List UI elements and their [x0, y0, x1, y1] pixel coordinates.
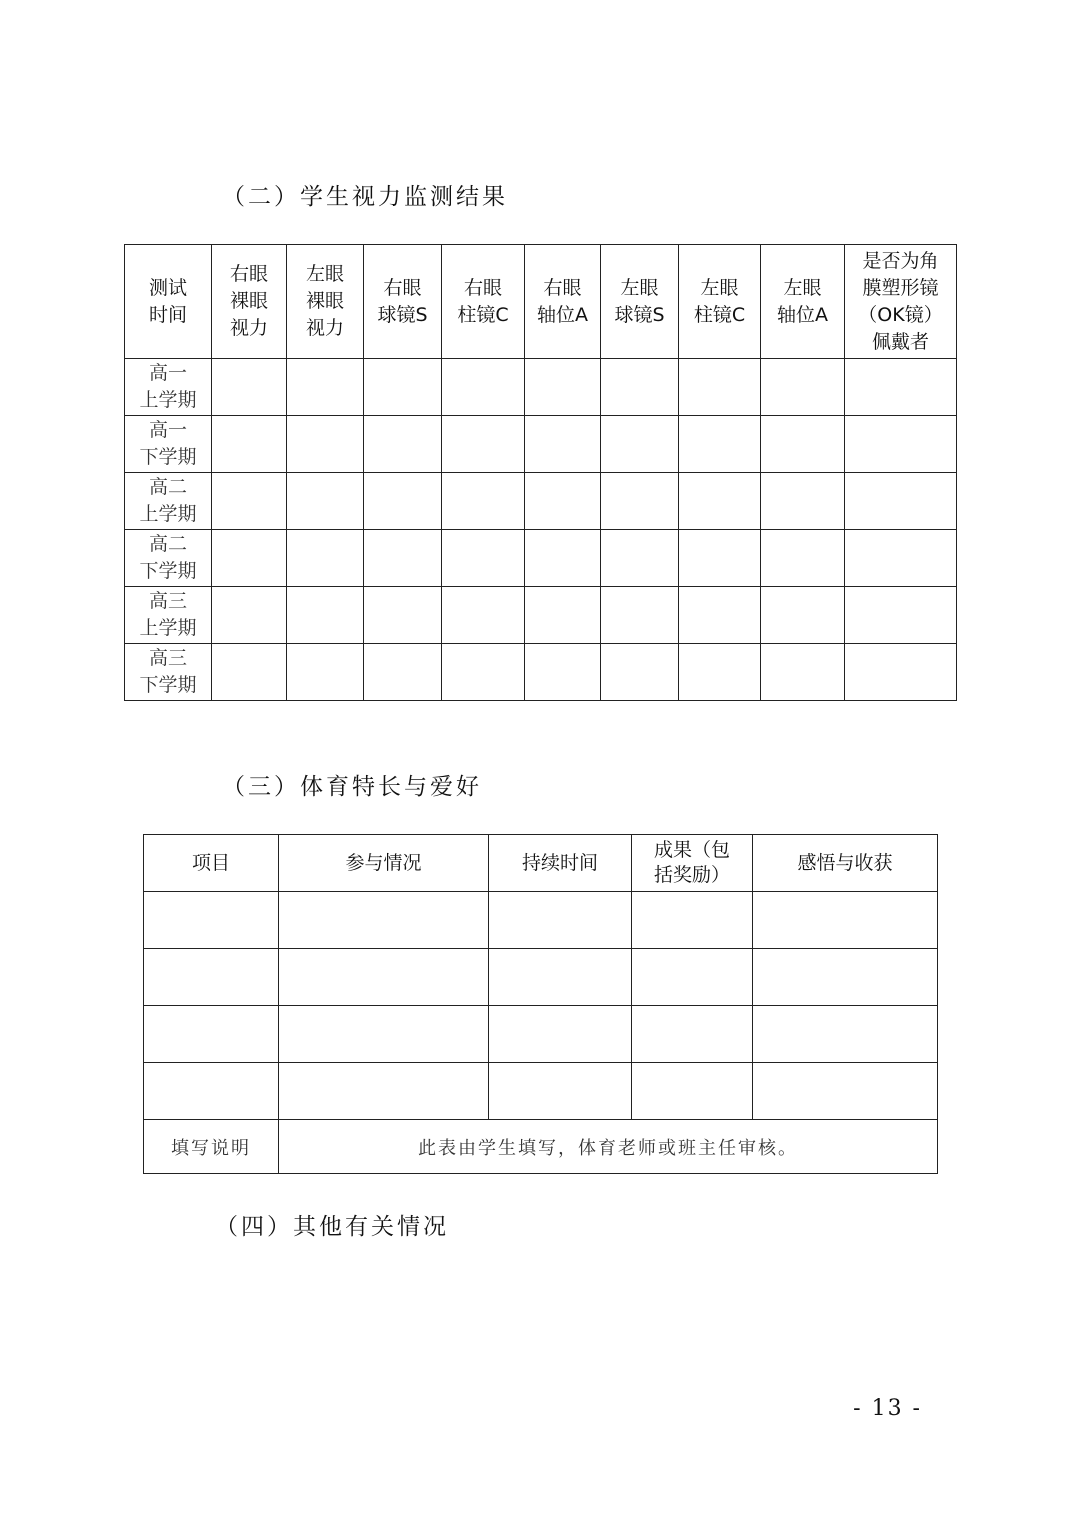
sports-specialty-table [143, 834, 938, 1174]
note-row [144, 1120, 938, 1174]
input-cell[interactable] [845, 644, 957, 701]
input-cell[interactable] [442, 587, 525, 644]
input-cell[interactable] [679, 473, 761, 530]
input-cell[interactable] [753, 1006, 938, 1063]
input-cell[interactable] [601, 530, 679, 587]
input-cell[interactable] [753, 892, 938, 949]
table-row [144, 1063, 938, 1120]
header-achievements: 成果（包 括奖励） [632, 835, 753, 892]
input-cell[interactable] [287, 416, 364, 473]
header-right-axis: 右眼 轴位A [525, 245, 601, 359]
header-left-cylinder: 左眼 柱镜C [679, 245, 761, 359]
input-cell[interactable] [489, 892, 632, 949]
input-cell[interactable] [212, 644, 287, 701]
input-cell[interactable] [632, 1063, 753, 1120]
input-cell[interactable] [761, 416, 845, 473]
input-cell[interactable] [601, 473, 679, 530]
input-cell[interactable] [845, 473, 957, 530]
input-cell[interactable] [364, 530, 442, 587]
note-label: 填写说明 [144, 1120, 279, 1174]
input-cell[interactable] [287, 473, 364, 530]
table-row [125, 416, 957, 473]
note-text: 此表由学生填写，体育老师或班主任审核。 [279, 1120, 938, 1174]
input-cell[interactable] [364, 416, 442, 473]
input-cell[interactable] [442, 530, 525, 587]
input-cell[interactable] [279, 949, 489, 1006]
input-cell[interactable] [525, 530, 601, 587]
input-cell[interactable] [442, 416, 525, 473]
header-participation: 参与情况 [279, 835, 489, 892]
input-cell[interactable] [489, 1063, 632, 1120]
input-cell[interactable] [761, 587, 845, 644]
table-row [125, 587, 957, 644]
input-cell[interactable] [632, 1006, 753, 1063]
input-cell[interactable] [212, 530, 287, 587]
vision-header-row [125, 245, 957, 359]
header-left-naked-vision: 左眼 裸眼 视力 [287, 245, 364, 359]
table-row [125, 644, 957, 701]
input-cell[interactable] [845, 359, 957, 416]
input-cell[interactable] [601, 359, 679, 416]
input-cell[interactable] [679, 644, 761, 701]
input-cell[interactable] [364, 644, 442, 701]
vision-monitoring-table [124, 244, 957, 701]
header-left-sphere: 左眼 球镜S [601, 245, 679, 359]
input-cell[interactable] [525, 644, 601, 701]
input-cell[interactable] [212, 416, 287, 473]
row-label-term: 高一 上学期 [125, 359, 212, 416]
input-cell[interactable] [279, 1063, 489, 1120]
row-label-term: 高三 下学期 [125, 644, 212, 701]
section-heading-other: （四）其他有关情况 [215, 1214, 449, 1240]
input-cell[interactable] [144, 1063, 279, 1120]
page-number: - 13 - [853, 1396, 922, 1421]
header-right-naked-vision: 右眼 裸眼 视力 [212, 245, 287, 359]
table-row [125, 359, 957, 416]
input-cell[interactable] [679, 359, 761, 416]
table-row [144, 949, 938, 1006]
header-ok-lens-wearer: 是否为角 膜塑形镜 （OK镜） 佩戴者 [845, 245, 957, 359]
input-cell[interactable] [761, 530, 845, 587]
input-cell[interactable] [601, 416, 679, 473]
input-cell[interactable] [679, 587, 761, 644]
input-cell[interactable] [144, 892, 279, 949]
table-row [144, 1006, 938, 1063]
header-left-axis: 左眼 轴位A [761, 245, 845, 359]
input-cell[interactable] [601, 587, 679, 644]
input-cell[interactable] [489, 949, 632, 1006]
input-cell[interactable] [761, 473, 845, 530]
row-label-term: 高三 上学期 [125, 587, 212, 644]
table-row [144, 892, 938, 949]
input-cell[interactable] [279, 892, 489, 949]
input-cell[interactable] [525, 416, 601, 473]
input-cell[interactable] [845, 416, 957, 473]
input-cell[interactable] [679, 416, 761, 473]
input-cell[interactable] [679, 530, 761, 587]
input-cell[interactable] [287, 530, 364, 587]
input-cell[interactable] [212, 359, 287, 416]
input-cell[interactable] [632, 949, 753, 1006]
header-right-sphere: 右眼 球镜S [364, 245, 442, 359]
row-label-term: 高二 上学期 [125, 473, 212, 530]
input-cell[interactable] [442, 644, 525, 701]
table-row [125, 530, 957, 587]
input-cell[interactable] [212, 473, 287, 530]
row-label-term: 高一 下学期 [125, 416, 212, 473]
header-reflections: 感悟与收获 [753, 835, 938, 892]
input-cell[interactable] [525, 359, 601, 416]
input-cell[interactable] [144, 949, 279, 1006]
input-cell[interactable] [144, 1006, 279, 1063]
input-cell[interactable] [601, 644, 679, 701]
input-cell[interactable] [632, 892, 753, 949]
header-duration: 持续时间 [489, 835, 632, 892]
input-cell[interactable] [845, 587, 957, 644]
input-cell[interactable] [753, 949, 938, 1006]
input-cell[interactable] [761, 644, 845, 701]
section-heading-vision: （二）学生视力监测结果 [222, 184, 508, 210]
input-cell[interactable] [442, 359, 525, 416]
input-cell[interactable] [364, 587, 442, 644]
input-cell[interactable] [287, 587, 364, 644]
input-cell[interactable] [845, 530, 957, 587]
row-label-term: 高二 下学期 [125, 530, 212, 587]
section-heading-sports: （三）体育特长与爱好 [222, 774, 482, 800]
table-row [125, 473, 957, 530]
input-cell[interactable] [489, 1006, 632, 1063]
sports-header-row [144, 835, 938, 892]
header-test-time: 测试 时间 [125, 245, 212, 359]
input-cell[interactable] [364, 473, 442, 530]
input-cell[interactable] [287, 359, 364, 416]
input-cell[interactable] [761, 359, 845, 416]
input-cell[interactable] [442, 473, 525, 530]
input-cell[interactable] [753, 1063, 938, 1120]
input-cell[interactable] [287, 644, 364, 701]
header-item: 项目 [144, 835, 279, 892]
input-cell[interactable] [525, 473, 601, 530]
input-cell[interactable] [279, 1006, 489, 1063]
input-cell[interactable] [364, 359, 442, 416]
header-right-cylinder: 右眼 柱镜C [442, 245, 525, 359]
input-cell[interactable] [525, 587, 601, 644]
input-cell[interactable] [212, 587, 287, 644]
